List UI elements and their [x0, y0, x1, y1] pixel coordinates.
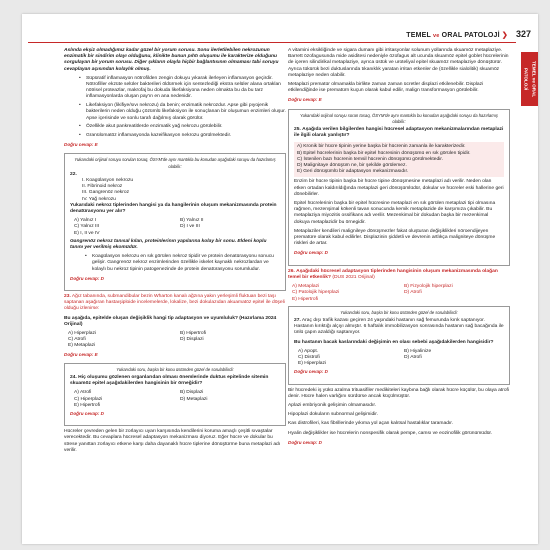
option: B) Yalnız II	[180, 218, 204, 224]
question-text: Araç dışı trafik kazası geçiren 24 yaşındaki hastanın sağ femurunda kırık saptanıyor. Hastanın kırıktığı alçıyı almıştır. 6 haftalık immobilizasyon sonrasında hastanın sağ bacağında ile ünlü çapın azaldığı saptanıyor.	[294, 317, 504, 336]
bullet-item: • Koagülasyon nekrozu en sık görülen nekroz tipidir ve protein denatürasyonu sonucu gelişir. Gangrenöz nekroz enzimlerinden özellikle iskelet kaynaklı nekrozlardan ve kolaylı bu nekroz tipinin patogenezinde de protein denatürasyonu sorumludur.	[92, 254, 280, 273]
bullet-item: • Likefaksiyon (likifiye/sıvı nekrozu) da benin; enzimatik nekrozdur. Apse gibi pıyojenik bakterilerin neden olduğu çözümlü likefaksiyon ile sonuçlanan bir oluşumun enzimleri oluşur. Apse içerisinde ve sonlu tarafı dağılmış olarak görülür.	[86, 103, 286, 122]
roman-item: III. Gangrenöz nekroz	[82, 190, 130, 196]
explanation-list	[64, 76, 286, 139]
option: D) Malignitaye dönüşüm ne, bir şekilde görülemez.	[297, 163, 407, 169]
question-text: Aşağıdaki hücresel adaptasyon tiplerinden hangisinin oluşum mekanizmasında olağan temel bir etkenlik?	[288, 268, 498, 280]
roman-item: I. Koagülasyon nekrozu	[82, 177, 134, 183]
answer-line: Doğru cevap: D	[288, 439, 322, 445]
closing-paragraph: Hücreler çevreden gelen bir zorlayıcı uyarı karşısında kendilerini koruma amaçlı çeşitli sıvaştalar verecektedir. Bu cevaplara hücresel adaptasyon mekanizması diyoruz. Eğer hücre ve dokular bu strese yanıttan zorlayıcı etkene karşı daha dayanaklı hücre tiplerine dönüştürme buna metaplazi adı verilir.	[64, 429, 281, 453]
bullet-item: • Granülomatöz inflamasyonda kazeifikasyon nekrozu görülmektedir.	[86, 133, 286, 139]
chapter-side-tab: TEMEL ve ORAL PATOLOJİ	[521, 52, 538, 106]
box-caption: Yukarıdaki soru, başka bir konu üstünden güzel de sorulabilirdi:	[116, 366, 234, 372]
page-header	[22, 14, 538, 44]
question-23	[64, 294, 286, 350]
option: A) Apopt.	[298, 348, 319, 354]
answer-options	[294, 142, 504, 177]
running-title-part-b: ORAL PATOLOJİ	[441, 32, 500, 39]
question-number: 27.	[294, 317, 301, 323]
roman-list	[70, 178, 280, 203]
body-paragraph: A vitamini eksikliğinde ve sigara dumanı gibi irritasyonlar solunum yollarında skuamöz metaplaziye. Barrett özofagusunda mide asiditesi nedeniyle özofagus alt ucunda skuamöz epitel goblet hücrelerinin de içeren silindirikal metaplaziye, ayrıca üstük ve uroteliyal epitel skuamöz metaplaziye dönüştürür. Ayrıca tükürük bezi duktuslarında tıkanıklık yaratan irritan etkenler de (özellikle sialolitik) skuamöz metaplaziye neden olabilir.	[288, 48, 509, 78]
running-title-and: ve	[432, 33, 440, 39]
question-source: (DUS 2021 Orijinal)	[332, 274, 375, 280]
box-caption: Yukarıdaki soru, başka bir konu üstünden güzel de sorulabilirdi:	[340, 309, 458, 315]
answer-options	[74, 218, 280, 237]
answer-line: Doğru cevap: D	[70, 411, 104, 417]
question-prompt: Bu aşağıda, epitelde oluşan değişiklik hangi tip adaptasyon ve uyumluluk? (Hazırlama 2024 Orijinal)	[64, 315, 277, 327]
roman-item: II. Fibrinoid nekroz	[82, 184, 123, 190]
roman-item: IV. Yağ nekrozu	[82, 196, 116, 202]
practice-box	[288, 306, 510, 385]
question-number: 26.	[288, 268, 295, 274]
answer-options	[292, 284, 510, 303]
box-explanation: Gangrenöz nekroz tanısal kılan, proteinlerinın yapılarına kolay bir sonu. Eldeni koplu tanını yer verilmiş ekomüdür.	[70, 238, 267, 250]
answer-options	[74, 390, 280, 409]
intro-paragraph: Aslında ekşiz olmadığımız kadar güzel bir yorum sorusu. Sonu ilerletilebilen nekrozunun enzimatik bir sindirim olayı olduğunu, klinikte bunun pıhtı oluşumu ile karakterize olduğunu sorgulayan bir yorum sorusu. Diğer şıkların olayla hiçbir bağlantısının olmaması tabi soruyu cevaplayan açısından kolaylık olmuş.	[64, 48, 279, 72]
option: D) Atrofi	[404, 354, 422, 360]
question-number: 22.	[70, 171, 77, 177]
option: B) Hipertrofi	[180, 331, 207, 337]
running-title	[406, 31, 508, 39]
left-column	[64, 48, 286, 457]
practice-box	[64, 153, 286, 291]
option: C) İstenilen bazı hücrenin temsil hücrenin dönüşümü görülmektedir.	[297, 156, 443, 162]
option: C) Hiperplazi	[74, 396, 103, 402]
right-column	[288, 48, 510, 451]
page-number: 327	[515, 29, 531, 39]
body-paragraph: Bir hücredeki iş yükü azalma trituasifiler medikiteleri kaybına bağlı olarak hücre küçülür, bu olaya atrofi denir. Hücre halen varlığını sürdürse ancak küçülmüştür.	[288, 387, 509, 399]
question-text: Hiç oluşumu gözlenen organlarıdan olması önemlerinde duktus epitelinde sitemin skuamöz epitel aşağıdakilerden hangisinin bir örneğidir?	[70, 375, 269, 387]
answer-line: Doğru cevap: E	[288, 97, 322, 103]
answer-line: Doğru cevap: E	[64, 351, 98, 357]
chevron-right-icon: ❯	[501, 32, 508, 39]
option: E) I, II ve IV	[74, 230, 100, 236]
question-number: 23.	[64, 294, 71, 299]
option: C) Patolojik hiperplazi	[292, 290, 340, 296]
answer-line: Doğru cevap: D	[70, 275, 104, 281]
option: A) Metaplazi	[292, 284, 320, 290]
body-paragraph: Epitel hücrelerinin başka bir epitel hücresine metaplazi en sık görülen metaplazi tipi olmasına rağmen, mezenşimal kökenli tavan sonucunda kemik metaplazide de karşımıza çıkabilir. Bu metaplaziya miyozitis ossifikans adı verilir. Mezenkimal bir dokudan başka bir mezenkimal dokuya metaplazidir bu örnegidir.	[294, 201, 496, 225]
answer-line: Doğru cevap: E	[64, 142, 98, 148]
option: B) Hiyalinize	[404, 348, 432, 354]
option: E) Hiperplazi	[298, 361, 326, 367]
option: D) Atrofi	[404, 290, 422, 296]
option: A) Kronik bir hücre tipinin yerine başka bir hücrenin zamanla ile karakterizedir.	[297, 144, 466, 150]
option: C) Yalnız III	[74, 224, 100, 230]
option: B) Epitel hücrelerinin başka bir epitel hücresinin dönüşümü en sık görülen tipidir.	[297, 150, 471, 156]
body-paragraph: Metaplazi prematür olmamakla birlikte zaman zaman ücretler displazi etkilenebilir. Displazi etkilendiğinde ise prematürn kuçun olarak kabul edilir, malign transformasyon görülebilir.	[288, 82, 484, 94]
bullet-item: • Süpüratif inflamasyon nötrofilden zengin dokuyu yıkarak ilerleyen inflamasyon geçirdir. Nötrofiller ekzüte selüler bakterileri öldürmek için sentezlediği ekstra selüler alana ortaklan nötrisel proteazlar, makrofaj bu dokuda likefaksiyona neden olmakta bu da bu tarz inflamasyonlarda oluşan pay'ın en ana nedenidir.	[86, 76, 286, 101]
option: C) Distrofi	[298, 354, 320, 360]
option: A) Yalnız I	[74, 218, 97, 224]
option: D) Metaplazi	[180, 396, 208, 402]
option: E) Geri dönüşümlü bir adaptasyon mekanizmasıdır.	[297, 169, 409, 175]
option: A) Atrofi	[74, 390, 92, 396]
option: D) I ve III	[180, 224, 200, 230]
option: C) Atrofi	[68, 337, 86, 343]
option: A) Hiperplazi	[68, 331, 96, 337]
question-prompt: Bu hastanın bacak kaslarındaki değişimin en olası sebebi aşağıdakilerden hangisidir?	[294, 339, 494, 345]
option: E) Metaplazi	[68, 343, 96, 349]
body-paragraph: Hipoplazi dokuların subnormal gelişimidir.	[288, 412, 378, 418]
running-title-part-a: TEMEL	[406, 32, 431, 39]
answer-line: Doğru cevap: D	[294, 250, 328, 256]
question-text: Ağız tabanında, submandibular bezin Wharton kanalı ağzına yakın yerleşimli fluktuan bezi taşı saptanan aşağıran hastaışiploide incelemelerde, lokalize, bezi dokulazıdan akuamatöz epitel ile döşeli olduğu izlenirse:	[64, 294, 285, 312]
body-paragraph: Enzim bir hücre tipinin başka bir hücre tipine dönüşmesine metaplazi adı verilir. Neden olan etken ortadan kaldırıldığında metaplazi geri dönüşümlüdür, dokular ve hücreler eski hallerine geri dönebilirler.	[294, 179, 504, 197]
question-26	[288, 269, 510, 303]
practice-box	[64, 363, 286, 426]
option: D) Displazi	[180, 337, 204, 343]
option: E) Hipertrofi	[292, 296, 319, 302]
bullet-item: • Özellikle akut pankreatitlerde enzimatik yağ nekrozu görülebilir.	[86, 124, 286, 130]
question-22	[70, 172, 280, 237]
body-paragraph: Metaplaziler kendileri malignileye dönüşmezler fakat oluşturan değişiklikleri nöroendijeyen prematüre olarak kabul edilirler. Displazinin şiddetli ve devrenin artlıkça maligniteye dönüşme riskleri de artar.	[294, 228, 496, 247]
question-text: Aşağıda verilen bilgilerden hangisi hücresel adaptasyon mekanizmalarından metaplazi ile ilgili olarak yanlıştır?	[294, 127, 504, 139]
answer-line: Doğru cevap: D	[294, 369, 328, 375]
box-bullets	[70, 254, 280, 273]
body-paragraph: Kas distrofileri, kas fibrillerinde yıkıma yol açan kalıtsal hastalıklar taramadır.	[288, 421, 453, 427]
option: B) Displazi	[180, 390, 204, 396]
practice-box	[288, 109, 510, 266]
question-text: Yukarıdaki nekroz tiplerinden hangisi ya da hangilerinin oluşum mekanizmasında protein denatürasyonu yer alır?	[70, 202, 277, 214]
box-caption: Yukarıdaki orijinal soruyu sorulan tosaq, ÖSYM'de aynı mantıkla bu konudan aşağıdaki soruyu da hazırlamış olabilir:	[74, 157, 276, 169]
question-number: 24.	[70, 375, 77, 381]
option: E) Hipertrofi	[74, 402, 101, 408]
option: B) Fizyolojik hiperplazi	[404, 284, 453, 290]
question-number: 25.	[294, 127, 301, 133]
body-paragraph: Hyalin değişiklikler ise hücrelerin nonspesifik olarak pempe, camsı ve eozinofilik görünümüdür.	[288, 430, 493, 436]
answer-options	[298, 349, 504, 368]
header-rule	[28, 42, 516, 43]
answer-options	[68, 331, 286, 350]
body-paragraph: Aplazi embriyonik gelişimin olmamasıdır.	[288, 402, 377, 408]
document-page	[22, 14, 538, 544]
box-caption: Yukarıdaki orijinal soruyu soran tosaq, ÖSYM'de aynı mantıkla bu konudan aşağıdaki soruyu da hazırlamış olabilir:	[299, 112, 499, 124]
